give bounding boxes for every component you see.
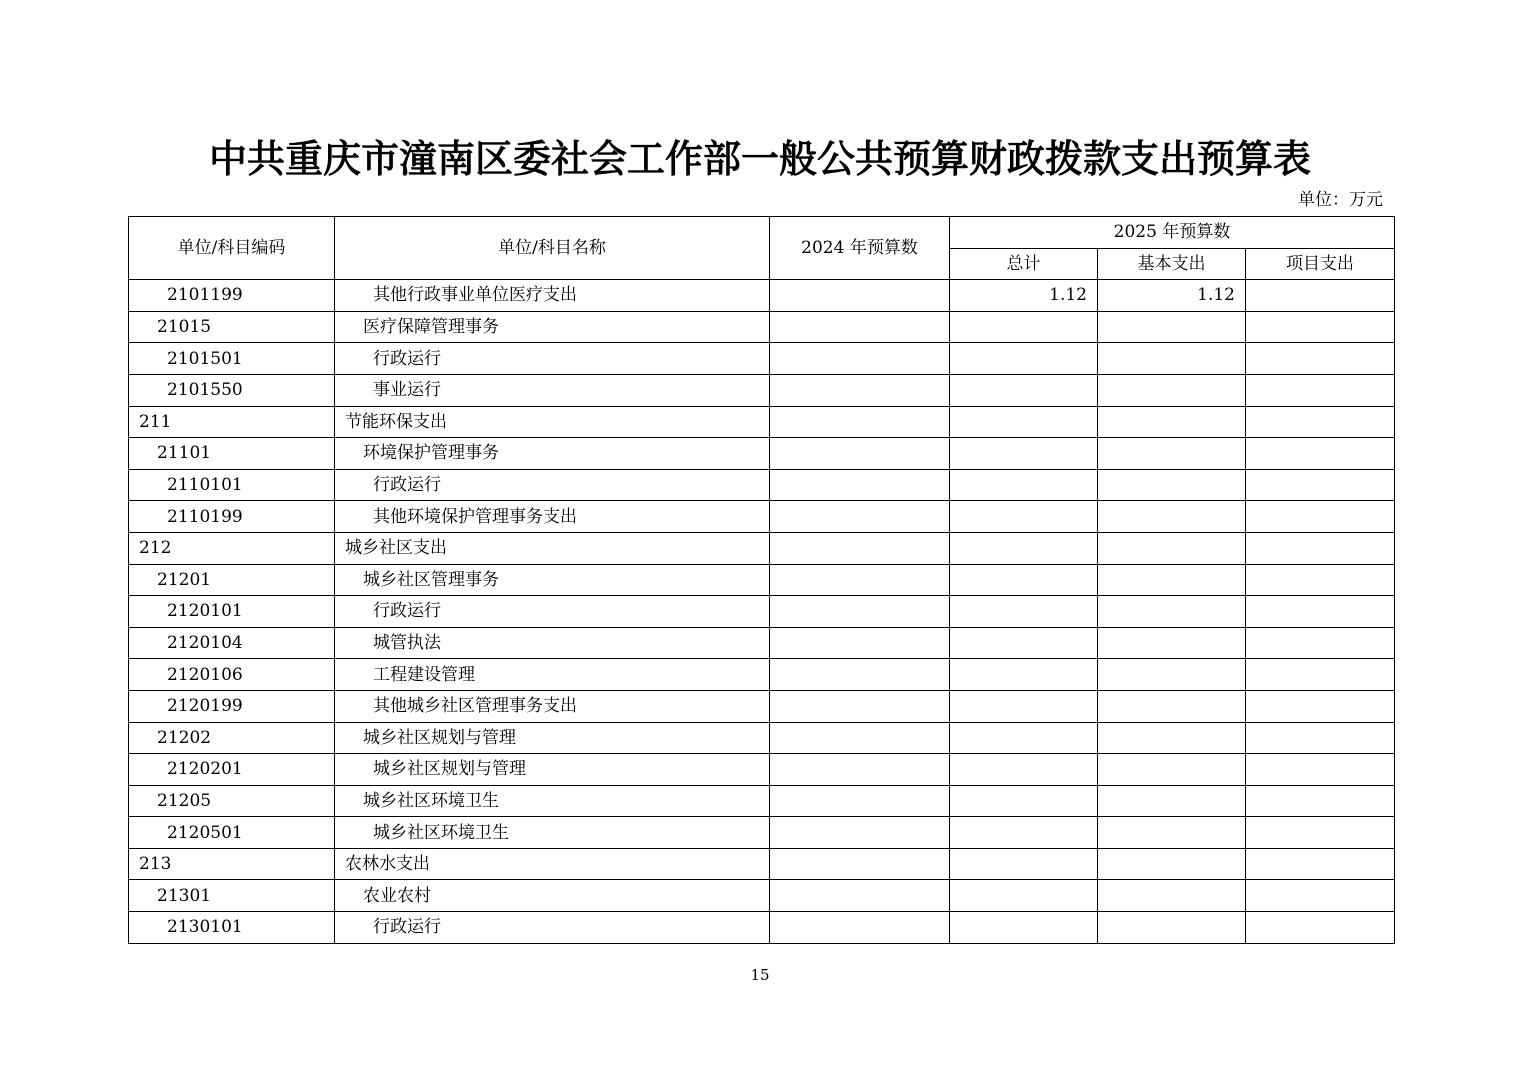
project-cell [1246, 785, 1395, 817]
budget-2024-cell [770, 311, 950, 343]
code-cell: 2120106 [129, 659, 335, 691]
project-cell [1246, 722, 1395, 754]
budget-2024-cell [770, 564, 950, 596]
table-row [129, 280, 1395, 312]
budget-2024-cell [770, 343, 950, 375]
budget-2024-cell [770, 817, 950, 849]
name-cell: 行政运行 [335, 343, 770, 375]
total-cell [950, 722, 1098, 754]
header-2024-budget: 2024 年预算数 [770, 217, 950, 280]
code-cell: 2110199 [129, 501, 335, 533]
table-header [129, 217, 1395, 280]
project-cell [1246, 754, 1395, 786]
budget-2024-cell [770, 406, 950, 438]
basic-cell [1098, 406, 1246, 438]
header-basic: 基本支出 [1098, 248, 1246, 280]
name-cell: 城乡社区管理事务 [335, 564, 770, 596]
table-row [129, 659, 1395, 691]
name-cell: 城乡社区规划与管理 [335, 754, 770, 786]
code-cell: 21202 [129, 722, 335, 754]
table-row [129, 406, 1395, 438]
project-cell [1246, 912, 1395, 944]
page-number: 15 [750, 966, 770, 984]
name-cell: 城管执法 [335, 627, 770, 659]
basic-cell [1098, 912, 1246, 944]
code-cell: 2120104 [129, 627, 335, 659]
project-cell [1246, 280, 1395, 312]
budget-2024-cell [770, 785, 950, 817]
name-cell: 医疗保障管理事务 [335, 311, 770, 343]
code-cell: 2101501 [129, 343, 335, 375]
basic-cell [1098, 438, 1246, 470]
total-cell [950, 438, 1098, 470]
code-cell: 212 [129, 532, 335, 564]
code-cell: 21101 [129, 438, 335, 470]
table-row [129, 469, 1395, 501]
basic-cell [1098, 817, 1246, 849]
project-cell [1246, 343, 1395, 375]
name-cell: 城乡社区环境卫生 [335, 817, 770, 849]
total-cell [950, 564, 1098, 596]
code-cell: 2110101 [129, 469, 335, 501]
total-cell [950, 880, 1098, 912]
project-cell [1246, 374, 1395, 406]
total-cell [950, 912, 1098, 944]
budget-2024-cell [770, 501, 950, 533]
project-cell [1246, 659, 1395, 691]
project-cell [1246, 438, 1395, 470]
basic-cell [1098, 880, 1246, 912]
table-row [129, 501, 1395, 533]
project-cell [1246, 501, 1395, 533]
total-cell [950, 659, 1098, 691]
basic-cell [1098, 564, 1246, 596]
basic-cell [1098, 659, 1246, 691]
budget-2024-cell [770, 374, 950, 406]
project-cell [1246, 880, 1395, 912]
header-code: 单位/科目编码 [129, 217, 335, 280]
table-row [129, 532, 1395, 564]
total-cell [950, 817, 1098, 849]
total-cell [950, 501, 1098, 533]
budget-table [128, 216, 1395, 944]
code-cell: 21301 [129, 880, 335, 912]
total-cell [950, 532, 1098, 564]
budget-2024-cell [770, 627, 950, 659]
basic-cell [1098, 311, 1246, 343]
basic-cell [1098, 501, 1246, 533]
name-cell: 行政运行 [335, 596, 770, 628]
budget-2024-cell [770, 912, 950, 944]
total-cell [950, 848, 1098, 880]
header-total: 总计 [950, 248, 1098, 280]
project-cell [1246, 406, 1395, 438]
basic-cell: 1.12 [1098, 280, 1246, 312]
page-title: 中共重庆市潼南区委社会工作部一般公共预算财政拨款支出预算表 [208, 137, 1311, 181]
project-cell [1246, 469, 1395, 501]
basic-cell [1098, 596, 1246, 628]
table-row [129, 564, 1395, 596]
table-row [129, 311, 1395, 343]
total-cell: 1.12 [950, 280, 1098, 312]
name-cell: 城乡社区规划与管理 [335, 722, 770, 754]
table-row [129, 848, 1395, 880]
budget-2024-cell [770, 690, 950, 722]
budget-2024-cell [770, 722, 950, 754]
project-cell [1246, 596, 1395, 628]
name-cell: 其他行政事业单位医疗支出 [335, 280, 770, 312]
code-cell: 211 [129, 406, 335, 438]
table-row [129, 817, 1395, 849]
total-cell [950, 785, 1098, 817]
basic-cell [1098, 754, 1246, 786]
unit-label: 单位：万元 [1298, 190, 1383, 210]
name-cell: 农林水支出 [335, 848, 770, 880]
code-cell: 21205 [129, 785, 335, 817]
code-cell: 2120199 [129, 690, 335, 722]
project-cell [1246, 627, 1395, 659]
code-cell: 2101199 [129, 280, 335, 312]
budget-2024-cell [770, 754, 950, 786]
project-cell [1246, 564, 1395, 596]
table-row [129, 596, 1395, 628]
name-cell: 行政运行 [335, 469, 770, 501]
project-cell [1246, 817, 1395, 849]
name-cell: 城乡社区环境卫生 [335, 785, 770, 817]
total-cell [950, 311, 1098, 343]
header-name: 单位/科目名称 [335, 217, 770, 280]
table-row [129, 438, 1395, 470]
table-row [129, 880, 1395, 912]
basic-cell [1098, 848, 1246, 880]
total-cell [950, 690, 1098, 722]
basic-cell [1098, 690, 1246, 722]
basic-cell [1098, 469, 1246, 501]
basic-cell [1098, 343, 1246, 375]
total-cell [950, 469, 1098, 501]
budget-2024-cell [770, 880, 950, 912]
total-cell [950, 406, 1098, 438]
code-cell: 2101550 [129, 374, 335, 406]
name-cell: 环境保护管理事务 [335, 438, 770, 470]
name-cell: 其他城乡社区管理事务支出 [335, 690, 770, 722]
table-body [129, 280, 1395, 943]
code-cell: 2120501 [129, 817, 335, 849]
code-cell: 21015 [129, 311, 335, 343]
name-cell: 农业农村 [335, 880, 770, 912]
budget-2024-cell [770, 438, 950, 470]
name-cell: 城乡社区支出 [335, 532, 770, 564]
code-cell: 2120101 [129, 596, 335, 628]
name-cell: 事业运行 [335, 374, 770, 406]
table-row [129, 627, 1395, 659]
table-row [129, 690, 1395, 722]
budget-2024-cell [770, 280, 950, 312]
total-cell [950, 754, 1098, 786]
basic-cell [1098, 722, 1246, 754]
budget-2024-cell [770, 659, 950, 691]
name-cell: 节能环保支出 [335, 406, 770, 438]
name-cell: 行政运行 [335, 912, 770, 944]
table-row [129, 754, 1395, 786]
total-cell [950, 627, 1098, 659]
code-cell: 2120201 [129, 754, 335, 786]
budget-2024-cell [770, 596, 950, 628]
basic-cell [1098, 532, 1246, 564]
budget-2024-cell [770, 848, 950, 880]
code-cell: 213 [129, 848, 335, 880]
basic-cell [1098, 627, 1246, 659]
table-row [129, 343, 1395, 375]
project-cell [1246, 690, 1395, 722]
basic-cell [1098, 374, 1246, 406]
basic-cell [1098, 785, 1246, 817]
table-row [129, 722, 1395, 754]
project-cell [1246, 311, 1395, 343]
table-row [129, 374, 1395, 406]
budget-2024-cell [770, 532, 950, 564]
name-cell: 其他环境保护管理事务支出 [335, 501, 770, 533]
total-cell [950, 374, 1098, 406]
table-row [129, 912, 1395, 944]
total-cell [950, 596, 1098, 628]
code-cell: 21201 [129, 564, 335, 596]
table-row [129, 785, 1395, 817]
header-2025-budget: 2025 年预算数 [950, 217, 1395, 249]
total-cell [950, 343, 1098, 375]
code-cell: 2130101 [129, 912, 335, 944]
project-cell [1246, 848, 1395, 880]
project-cell [1246, 532, 1395, 564]
budget-2024-cell [770, 469, 950, 501]
header-project: 项目支出 [1246, 248, 1395, 280]
name-cell: 工程建设管理 [335, 659, 770, 691]
